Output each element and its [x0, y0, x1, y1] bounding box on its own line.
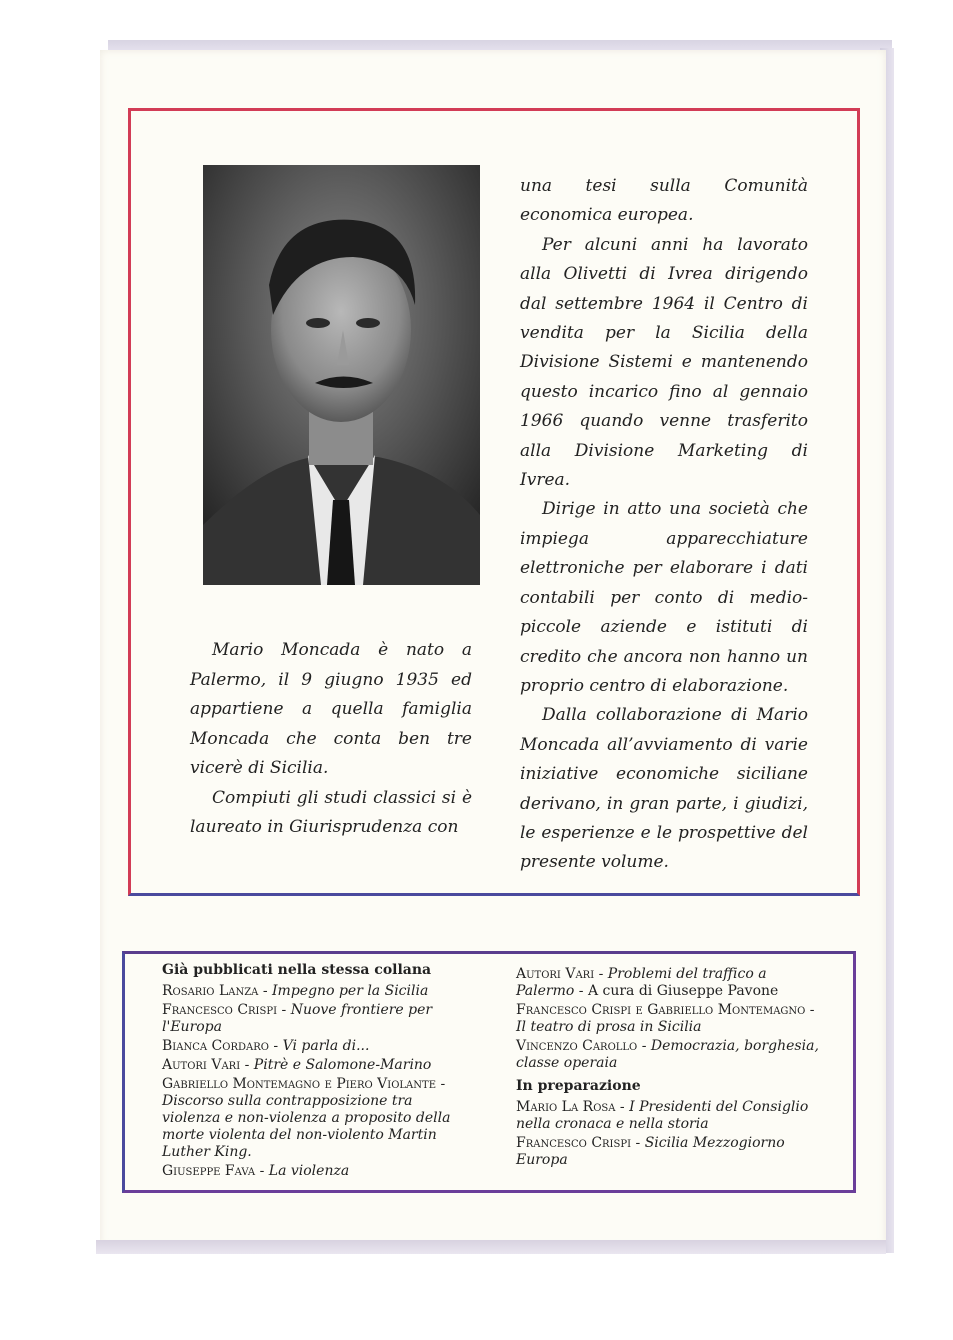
entry-author: Francesco Crispi: [162, 1002, 278, 1018]
entry-note: A cura di Giuseppe Pavone: [587, 983, 779, 999]
catalog-entry: Mario La Rosa - I Presidenti del Consiglio nella cronaca e nella storia: [516, 1099, 809, 1132]
entry-author: Autori Vari: [516, 966, 595, 982]
entry-author: Francesco Crispi e Gabriello Montemagno: [516, 1002, 806, 1018]
catalog-entry: Autori Vari - Pitrè e Salomone-Marino: [162, 1057, 432, 1073]
bio-paragraph: Mario Moncada è nato a Palermo, il 9 giugno 1935 ed appartiene a quella famiglia Moncada che conta ben tre vicerè di Sicilia.: [190, 640, 472, 778]
entry-title: Discorso sulla contrapposizione tra violenza e non-violenza a proposito della morte violenta del non-violento Martin Luther King.: [162, 1093, 451, 1160]
catalog-entry: Rosario Lanza - Impegno per la Sicilia: [162, 983, 429, 999]
catalog-entry: Autori Vari - Problemi del traffico a Palermo - A cura di Giuseppe Pavone: [516, 966, 779, 999]
entry-author: Giuseppe Fava: [162, 1163, 256, 1179]
entry-title: Democrazia, borghesia, classe operaia: [516, 1038, 819, 1071]
catalog-right-column: [516, 966, 821, 1171]
bio-paragraph: Dirige in atto una società che impiega apparecchiature elettroniche per elaborare i dati contabili per conto di medio-piccole aziende e istituti di credito che ancora non hanno un proprio centro di elaborazione.: [520, 499, 808, 696]
published-heading: Già pubblicati nella stessa collana: [162, 962, 432, 978]
catalog-entry: Francesco Crispi - Sicilia Mezzogiorno Europa: [516, 1135, 785, 1168]
entry-author: Gabriello Montemagno e Piero Violante: [162, 1076, 437, 1092]
entry-author: Mario La Rosa: [516, 1099, 616, 1115]
bio-paragraph-continuation: una tesi sulla Comunità economica europea.: [520, 176, 808, 226]
entry-title: Impegno per la Sicilia: [272, 983, 429, 999]
catalog-entry: Bianca Cordaro - Vi parla di...: [162, 1038, 370, 1054]
entry-author: Rosario Lanza: [162, 983, 259, 999]
biography-left-column: [190, 636, 472, 843]
catalog-entry: Francesco Crispi e Gabriello Montemagno - Il teatro di prosa in Sicilia: [516, 1002, 815, 1035]
entry-title: I Presidenti del Consiglio nella cronaca e nella storia: [516, 1099, 809, 1132]
bio-paragraph: Compiuti gli studi classici si è laureato in Giurisprudenza con: [190, 787, 472, 837]
entry-title: Sicilia Mezzogiorno Europa: [516, 1135, 785, 1168]
entry-title: La violenza: [268, 1163, 350, 1179]
entry-author: Vincenzo Carollo: [516, 1038, 638, 1054]
bio-paragraph: Dalla collaborazione di Mario Moncada all’avviamento di varie iniziative economiche siciliane derivano, in gran parte, i giudizi, le esperienze e le prospettive del presente volume.: [520, 705, 808, 873]
catalog-entry: Francesco Crispi - Nuove frontiere per l'Europa: [162, 1002, 433, 1035]
catalog-entry: Vincenzo Carollo - Democrazia, borghesia, classe operaia: [516, 1038, 819, 1071]
catalog-entry: Giuseppe Fava - La violenza: [162, 1163, 350, 1179]
entry-title: Pitrè e Salomone-Marino: [253, 1057, 432, 1073]
forthcoming-heading: In preparazione: [516, 1078, 641, 1094]
bio-paragraph: Per alcuni anni ha lavorato alla Olivetti di Ivrea dirigendo dal settembre 1964 il Centro di vendita per la Sicilia della Divisione Sistemi e mantenendo questo incarico fino al gennaio 1966 quando venne trasferito alla Divisione Marketing di Ivrea.: [520, 234, 808, 491]
entry-author: Francesco Crispi: [516, 1135, 632, 1151]
author-portrait-photo: [203, 165, 480, 585]
entry-author: Bianca Cordaro: [162, 1038, 269, 1054]
entry-title: Nuove frontiere per l'Europa: [162, 1002, 433, 1035]
catalog-entry: Gabriello Montemagno e Piero Violante - Discorso sulla contrapposizione tra violenza e non-violenza a proposito della morte violenta del non-violento Martin Luther King.: [162, 1076, 451, 1160]
page-shadow-bottom: [96, 1240, 886, 1254]
biography-right-column: [520, 172, 808, 878]
entry-title: Il teatro di prosa in Sicilia: [516, 1019, 702, 1035]
entry-title: Vi parla di...: [282, 1038, 370, 1054]
catalog-left-column: [162, 962, 467, 1182]
entry-title: Problemi del traffico a Palermo: [516, 966, 767, 999]
entry-author: Autori Vari: [162, 1057, 241, 1073]
